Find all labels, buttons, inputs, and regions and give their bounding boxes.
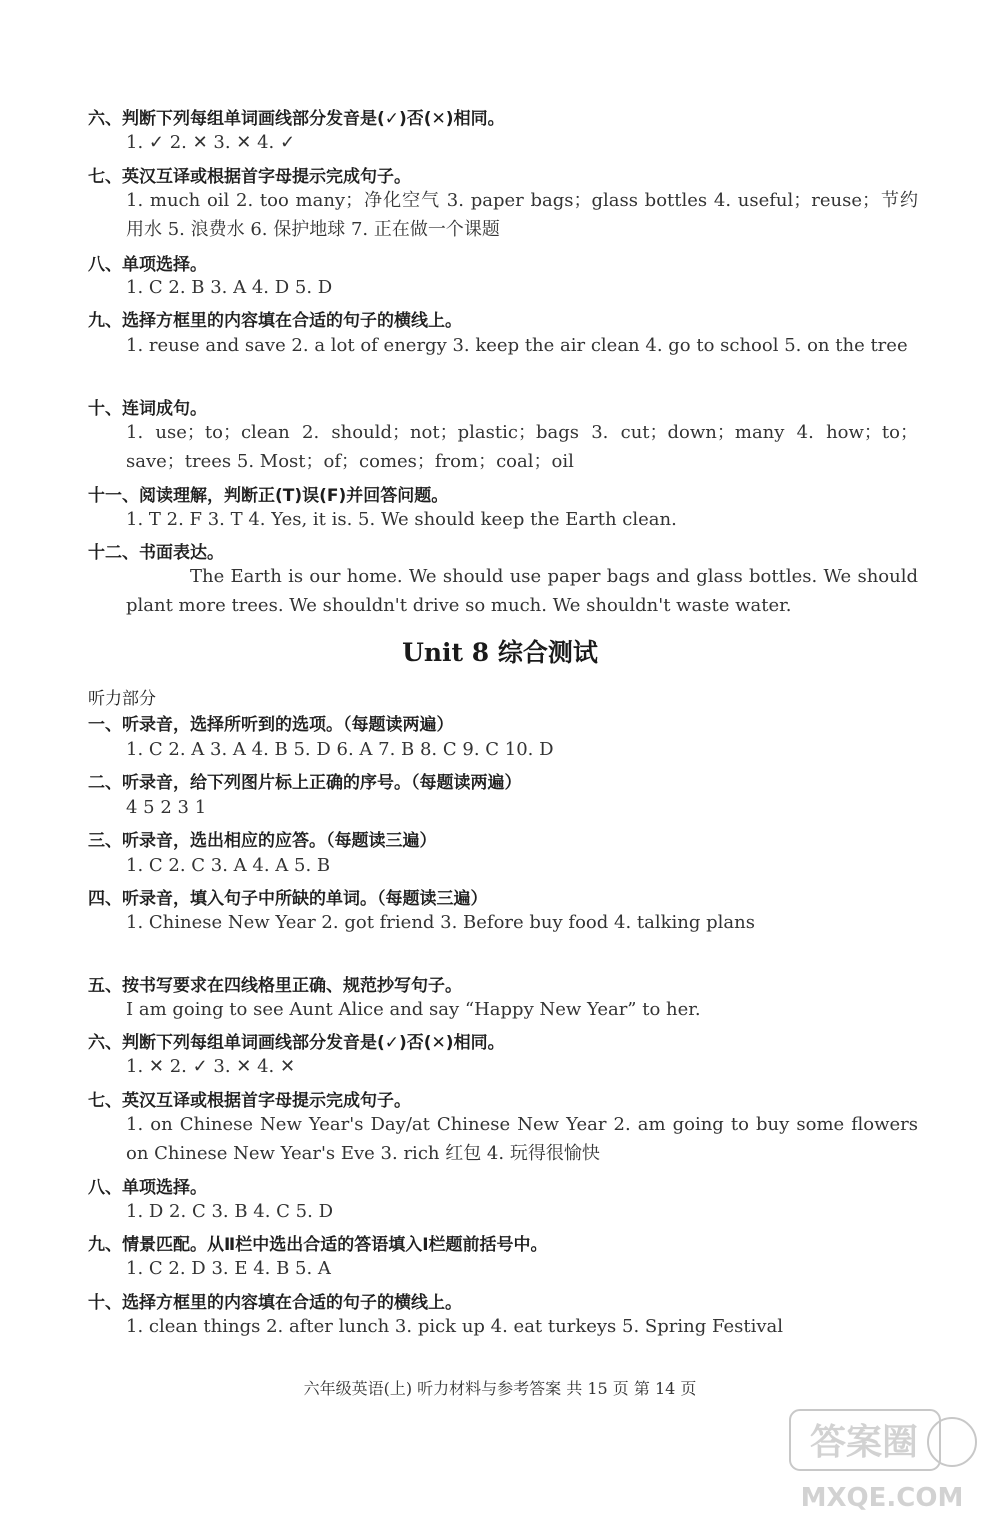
watermark-icon <box>782 1402 982 1522</box>
watermark-text: 答案圈 <box>809 1422 919 1463</box>
watermark-url: MXQE.COM <box>800 1483 964 1513</box>
answer-line: 1. reuse and save 2. a lot of energy 3. keep the air clean 4. go to school 5. on the tree <box>126 335 908 356</box>
answer-line: 1. ✓ 2. ✕ 3. ✕ 4. ✓ <box>126 132 296 153</box>
answer-line: 1. on Chinese New Year's Day/at Chinese New Year 2. am going to buy some flowers on Chinese New Year's Eve 3. rich 红包 4. 玩得很愉快 <box>126 1114 918 1164</box>
answer-line: 1. much oil 2. too many；净化空气 3. paper bags；glass bottles 4. useful；reuse；节约用水 5. 浪费水 6. 保护地球 7. 正在做一个课题 <box>126 190 918 240</box>
section-heading: 七、英汉互译或根据首字母提示完成句子。 <box>88 1091 411 1111</box>
section-heading: 十、选择方框里的内容填在合适的句子的横线上。 <box>88 1293 462 1313</box>
answer-line: 1. clean things 2. after lunch 3. pick up 4. eat turkeys 5. Spring Festival <box>126 1316 783 1337</box>
section-heading: 十二、书面表达。 <box>88 543 224 563</box>
section-heading: 九、情景匹配。从Ⅱ栏中选出合适的答语填入Ⅰ栏题前括号中。 <box>88 1235 548 1255</box>
answer-line: I am going to see Aunt Alice and say “Happy New Year” to her. <box>126 999 701 1020</box>
section-heading: 八、单项选择。 <box>88 255 207 275</box>
section-heading: 六、判断下列每组单词画线部分发音是(✓)否(✕)相同。 <box>88 109 505 129</box>
answer-line: 1. C 2. B 3. A 4. D 5. D <box>126 277 333 298</box>
answer-line: 1. T 2. F 3. T 4. Yes, it is. 5. We should keep the Earth clean. <box>126 509 677 530</box>
section-heading: 九、选择方框里的内容填在合适的句子的横线上。 <box>88 311 462 331</box>
answer-line: 1. D 2. C 3. B 4. C 5. D <box>126 1201 333 1222</box>
page-footer: 六年级英语(上) 听力材料与参考答案 共 15 页 第 14 页 <box>303 1379 697 1398</box>
section-heading: 一、听录音，选择所听到的选项。（每题读两遍） <box>88 715 454 735</box>
answer-line: 1. C 2. D 3. E 4. B 5. A <box>126 1258 331 1279</box>
answer-line: 4 5 2 3 1 <box>126 797 207 818</box>
section-heading: 十一、阅读理解，判断正(T)误(F)并回答问题。 <box>88 486 449 506</box>
section-heading: 十、连词成句。 <box>88 399 207 419</box>
section-heading: 六、判断下列每组单词画线部分发音是(✓)否(✕)相同。 <box>88 1033 505 1053</box>
watermark-logo <box>782 1402 982 1522</box>
section-heading: 三、听录音，选出相应的应答。（每题读三遍） <box>88 831 437 851</box>
answer-line: 1. ✕ 2. ✓ 3. ✕ 4. ✕ <box>126 1056 296 1077</box>
answer-line: 1. C 2. C 3. A 4. A 5. B <box>126 855 331 876</box>
section-heading: 七、英汉互译或根据首字母提示完成句子。 <box>88 167 411 187</box>
section-heading: 八、单项选择。 <box>88 1178 207 1198</box>
section-heading: 四、听录音，填入句子中所缺的单词。（每题读三遍） <box>88 889 488 909</box>
section-heading: 五、按书写要求在四线格里正确、规范抄写句子。 <box>88 976 462 996</box>
listening-label: 听力部分 <box>88 689 156 709</box>
answer-line: 1. use；to；clean 2. should；not；plastic；bags 3. cut；down；many 4. how；to；save；trees 5. Most；of；comes；from；coal；oil <box>126 422 918 472</box>
answer-line: 1. C 2. A 3. A 4. B 5. D 6. A 7. B 8. C 9. C 10. D <box>126 739 554 760</box>
section-heading: 二、听录音，给下列图片标上正确的序号。（每题读两遍） <box>88 773 522 793</box>
unit-title: Unit 8 综合测试 <box>402 638 598 667</box>
answer-line: 1. Chinese New Year 2. got friend 3. Before buy food 4. talking plans <box>126 912 755 933</box>
essay-text: The Earth is our home. We should use paper bags and glass bottles. We should plant more trees. We shouldn't drive so much. We shouldn't waste water. <box>126 566 918 616</box>
